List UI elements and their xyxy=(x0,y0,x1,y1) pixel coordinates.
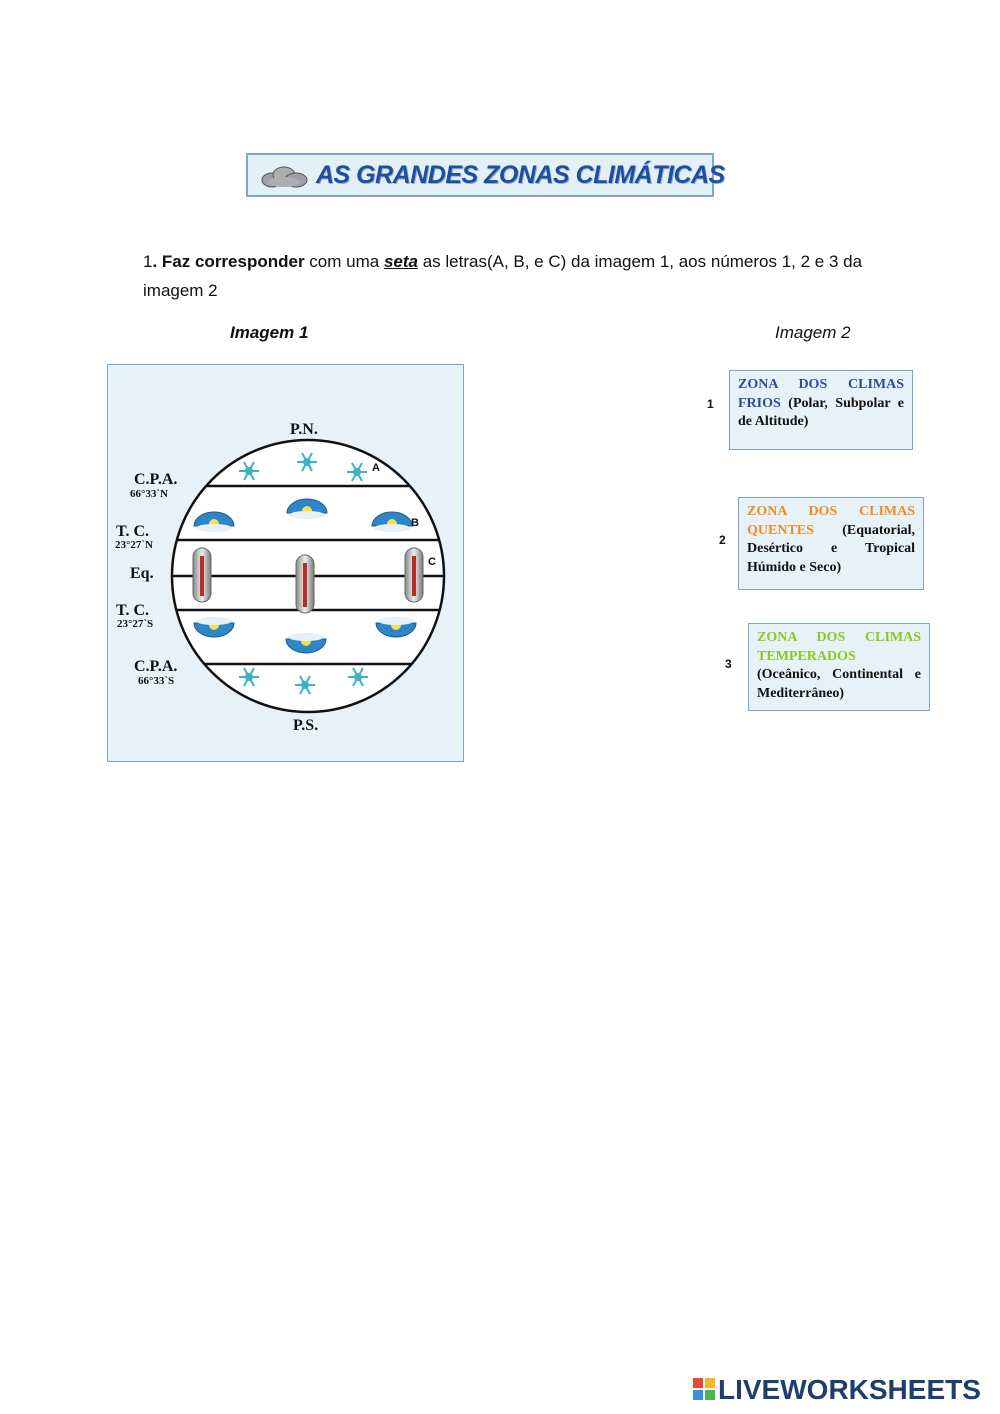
zone-desc-hot: (Equatorial, Desértico e Tropical Húmido e Seco) xyxy=(747,522,915,575)
zone-title-hot: ZONA DOS CLIMAS QUENTES xyxy=(747,504,915,538)
zone-number-3: 3 xyxy=(725,657,732,671)
page-title: AS GRANDES ZONAS CLIMÁTICAS xyxy=(316,161,725,189)
north-pole-label: P.N. xyxy=(290,421,318,438)
instruction xyxy=(143,247,863,305)
image2-label: Imagem 2 xyxy=(775,323,851,342)
cloud-icon xyxy=(260,165,310,189)
letter-b: B xyxy=(411,517,419,529)
image1-label: Imagem 1 xyxy=(230,323,309,342)
title-banner xyxy=(246,153,725,197)
letter-a: A xyxy=(372,462,380,474)
climate-zones-diagram xyxy=(107,364,464,762)
globe-svg xyxy=(108,365,465,763)
instruction-number: 1 xyxy=(143,252,153,271)
tc-south-degrees: 23°27`S xyxy=(117,618,154,630)
cpa-north-label: C.P.A. xyxy=(134,471,178,488)
instruction-seta: seta xyxy=(383,252,418,271)
south-pole-label: P.S. xyxy=(293,717,319,734)
tc-north-degrees: 23°27`N xyxy=(115,539,154,551)
instruction-text-2: as letras(A, B, e C) da imagem 1, aos números 1, 2 e 3 da imagem 2 xyxy=(143,252,863,300)
instruction-bold: . Faz corresponder xyxy=(152,252,305,271)
thermometer-icon xyxy=(193,548,211,602)
instruction-text-1: com uma xyxy=(304,252,384,271)
zone-box-cold[interactable] xyxy=(729,370,913,450)
zone-title-temperate: ZONA DOS CLIMAS TEMPERADOS xyxy=(757,630,921,664)
cpa-south-label: C.P.A. xyxy=(134,658,178,675)
thermometer-icon xyxy=(405,548,423,602)
thermometer-icon xyxy=(296,555,314,613)
equator-label: Eq. xyxy=(130,565,154,582)
zone-number-2: 2 xyxy=(719,533,726,547)
zone-number-1: 1 xyxy=(707,397,714,411)
tc-north-label: T. C. xyxy=(116,523,150,540)
zone-desc-temperate: (Oceânico, Continental e Mediterrâneo) xyxy=(757,667,921,701)
cpa-north-degrees: 66°33`N xyxy=(130,488,169,500)
footer-brand: LIVEWORKSHEETS xyxy=(718,1374,981,1405)
cpa-south-degrees: 66°33`S xyxy=(138,675,175,687)
letter-c: C xyxy=(428,556,436,568)
zone-box-hot[interactable] xyxy=(738,497,924,590)
tc-south-label: T. C. xyxy=(116,602,150,619)
zone-title-cold: ZONA DOS CLIMAS FRIOS xyxy=(738,377,904,411)
zone-box-temperate[interactable] xyxy=(748,623,930,711)
zone-desc-cold: (Polar, Subpolar e de Altitude) xyxy=(738,395,904,429)
